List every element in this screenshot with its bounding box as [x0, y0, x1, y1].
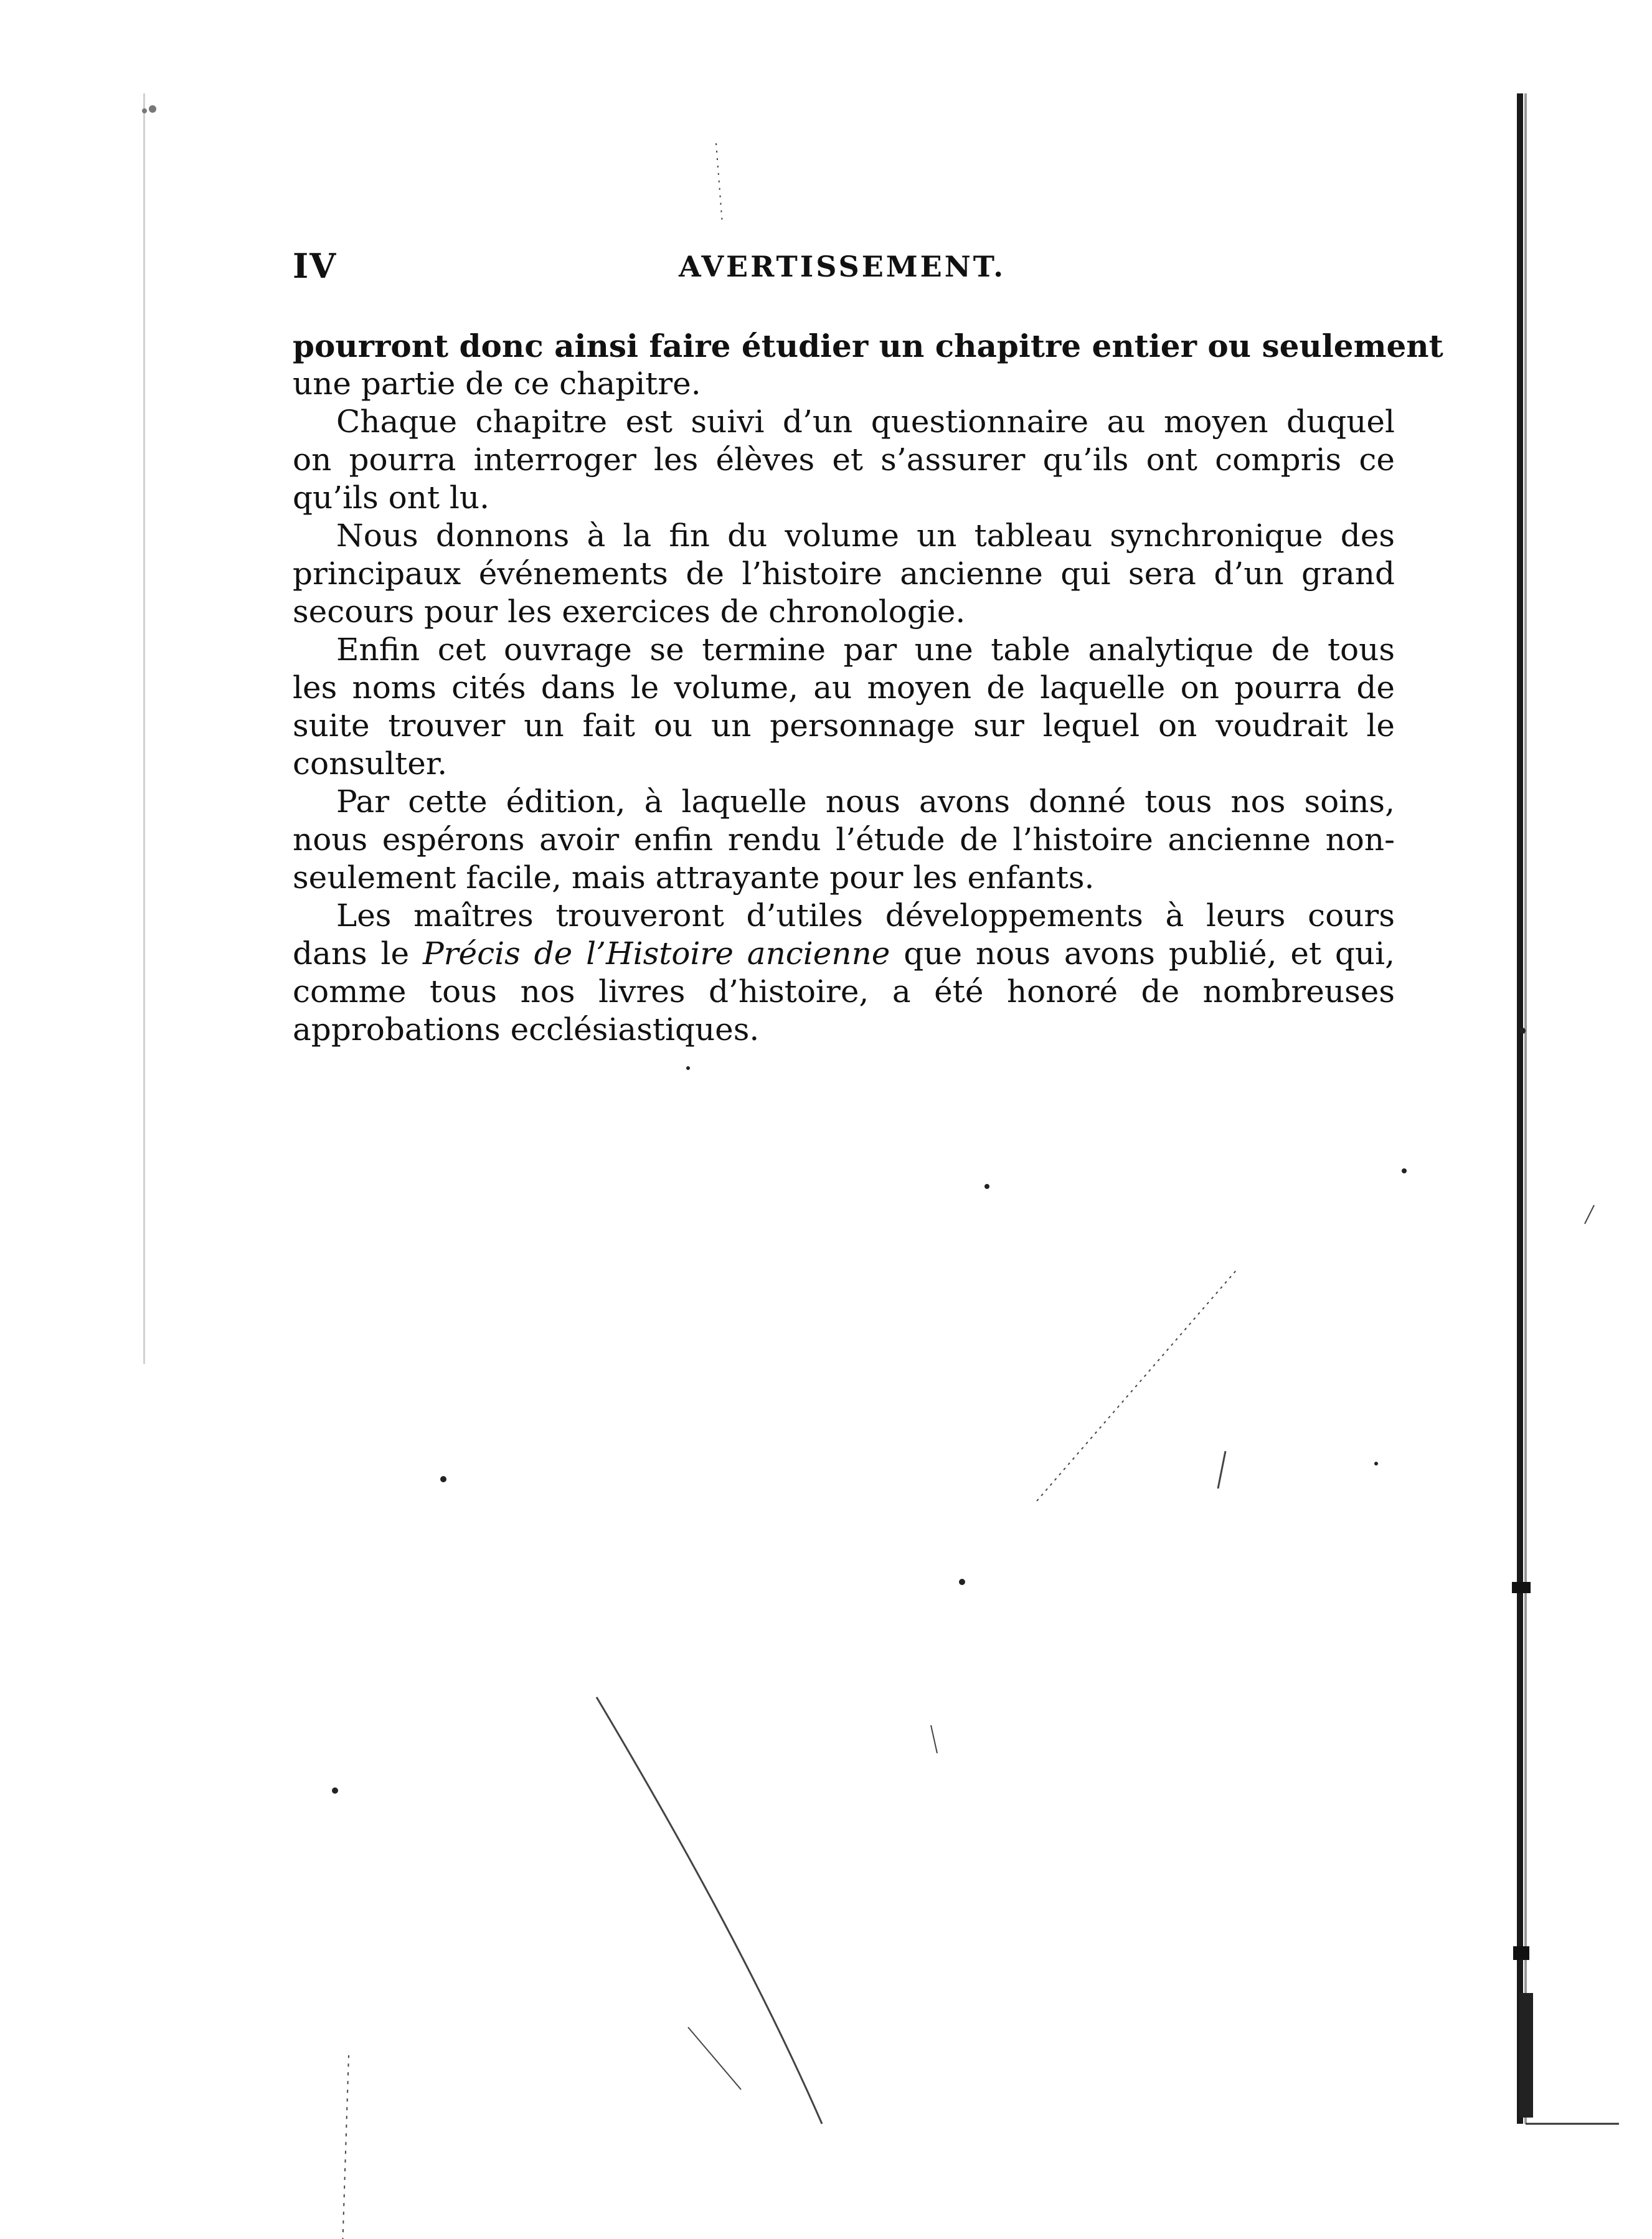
- text-line: Les maîtres trouveront d’utiles développements à leurs cours: [336, 897, 1395, 934]
- text-line: nous espérons avoir enfin rendu l’étude de l’histoire ancienne non-: [293, 821, 1395, 858]
- text-line: Nous donnons à la fin du volume un tableau synchronique des: [336, 518, 1395, 554]
- text-line: qu’ils ont lu.: [293, 480, 490, 516]
- text-line: Enfin cet ouvrage se termine par une table analytique de tous: [336, 632, 1395, 668]
- text-line: Par cette édition, à laquelle nous avons donné tous nos soins,: [336, 783, 1395, 820]
- text-fragment: que nous avons publié, et qui,: [890, 935, 1395, 972]
- page-number: IV: [293, 246, 337, 286]
- text-line: une partie de ce chapitre.: [293, 366, 701, 402]
- scan-dust: [332, 1028, 1526, 1794]
- left-margin-speckle: [142, 93, 156, 1364]
- running-title: AVERTISSEMENT.: [679, 250, 1006, 283]
- text-fragment: dans le: [293, 935, 423, 972]
- text-line: secours pour les exercices de chronologie.: [293, 594, 966, 630]
- text-line: suite trouver un fait ou un personnage sur lequel on voudrait le: [293, 708, 1395, 744]
- text-line: [293, 935, 1395, 973]
- text-line: Chaque chapitre est suivi d’un questionnaire au moyen duquel: [336, 404, 1395, 440]
- right-margin-border: [1512, 93, 1619, 2124]
- text-line: pourront donc ainsi faire étudier un chapitre entier ou seulement: [293, 328, 1443, 364]
- text-line: approbations ecclésiastiques.: [293, 1011, 760, 1048]
- text-line: seulement facile, mais attrayante pour les enfants.: [293, 859, 1095, 896]
- body-text: [293, 327, 1443, 1049]
- text-line: comme tous nos livres d’histoire, a été honoré de nombreuses: [293, 973, 1395, 1010]
- text-line: les noms cités dans le volume, au moyen de laquelle on pourra de: [293, 670, 1395, 706]
- book-title: Précis de l’Histoire ancienne: [422, 935, 890, 972]
- text-line: principaux événements de l’histoire ancienne qui sera d’un grand: [293, 556, 1395, 592]
- text-line: on pourra interroger les élèves et s’assurer qu’ils ont compris ce: [293, 442, 1395, 478]
- page-header: [293, 246, 1395, 296]
- text-line: consulter.: [293, 746, 448, 782]
